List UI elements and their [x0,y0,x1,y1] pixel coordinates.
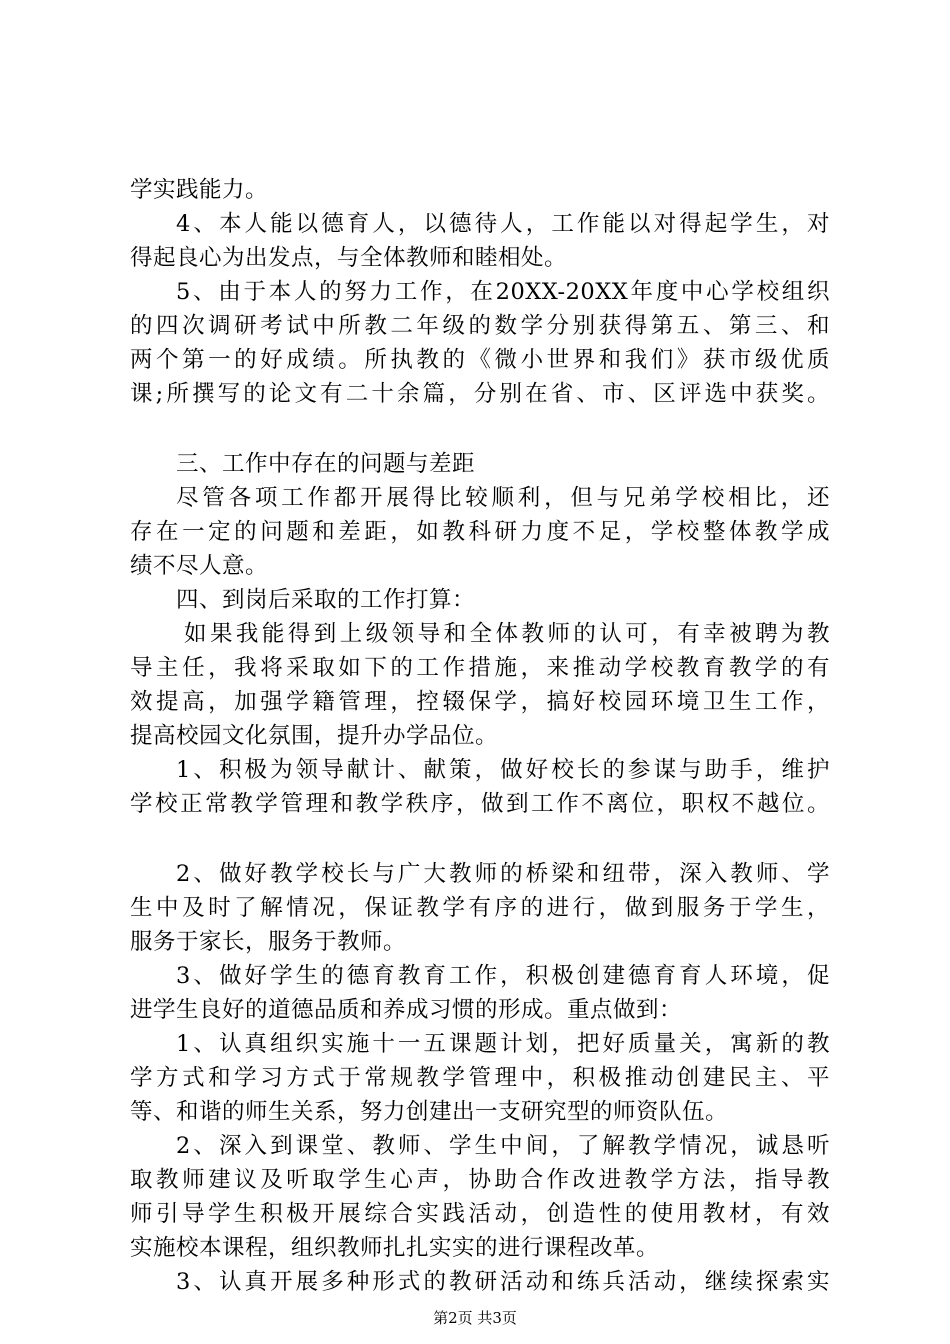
text-line: 的四次调研考试中所教二年级的数学分别获得第五、第三、和 [130,313,830,339]
text-line: 两个第一的好成绩。所执教的《微小世界和我们》获市级优质 [130,347,830,373]
text-line: 取教师建议及听取学生心声，协助合作改进教学方法，指导教 [130,1167,830,1193]
text-line: 绩不尽人意。 [130,553,269,579]
text-line: 存在一定的问题和差距，如教科研力度不足，学校整体教学成 [130,519,830,545]
text-line: 1、认真组织实施十一五课题计划，把好质量关，寓新的教 [176,1031,830,1057]
section-heading: 三、工作中存在的问题与差距 [176,451,476,477]
text-line: 进学生良好的道德品质和养成习惯的形成。重点做到： [130,997,683,1023]
text-line: 4、本人能以德育人，以德待人，工作能以对得起学生，对 [176,211,830,237]
text-line: 1、积极为领导献计、献策，做好校长的参谋与助手，维护 [176,757,830,783]
text-line: 2、做好教学校长与广大教师的桥梁和纽带，深入教师、学 [176,861,830,887]
text-line: 师引导学生积极开展综合实践活动，创造性的使用教材，有效 [130,1201,830,1227]
text-line: 3、做好学生的德育教育工作，积极创建德育育人环境，促 [176,963,830,989]
text-line: 提高校园文化氛围，提升办学品位。 [130,723,499,749]
text-line: 得起良心为出发点，与全体教师和睦相处。 [130,245,568,271]
text-line: 课;所撰写的论文有二十余篇，分别在省、市、区评选中获奖。 [130,381,830,407]
page-number-footer: 第2页 共3页 [433,1309,517,1327]
text-line: 服务于家长，服务于教师。 [130,929,407,955]
text-line: 学方式和学习方式于常规教学管理中，积极推动创建民主、平 [130,1065,830,1091]
text-line: 导主任，我将采取如下的工作措施，来推动学校教育教学的有 [130,655,830,681]
section-heading: 四、到岗后采取的工作打算： [176,587,476,613]
text-line: 等、和谐的师生关系，努力创建出一支研究型的师资队伍。 [130,1099,729,1125]
text-line: 实施校本课程，组织教师扎扎实实的进行课程改革。 [130,1235,660,1261]
text-line: 5、由于本人的努力工作，在20XX-20XX年度中心学校组织 [176,279,830,305]
text-line: 尽管各项工作都开展得比较顺利，但与兄弟学校相比，还 [176,485,830,511]
text-line: 学校正常教学管理和教学秩序，做到工作不离位，职权不越位。 [130,791,830,817]
text-line: 如果我能得到上级领导和全体教师的认可，有幸被聘为教 [184,621,830,647]
text-line: 2、深入到课堂、教师、学生中间，了解教学情况，诚恳听 [176,1133,830,1159]
text-line: 效提高，加强学籍管理，控辍保学，搞好校园环境卫生工作， [130,689,830,715]
text-line: 生中及时了解情况，保证教学有序的进行，做到服务于学生， [130,895,830,921]
text-line: 3、认真开展多种形式的教研活动和练兵活动，继续探索实 [176,1269,830,1295]
text-line: 学实践能力。 [130,177,269,203]
